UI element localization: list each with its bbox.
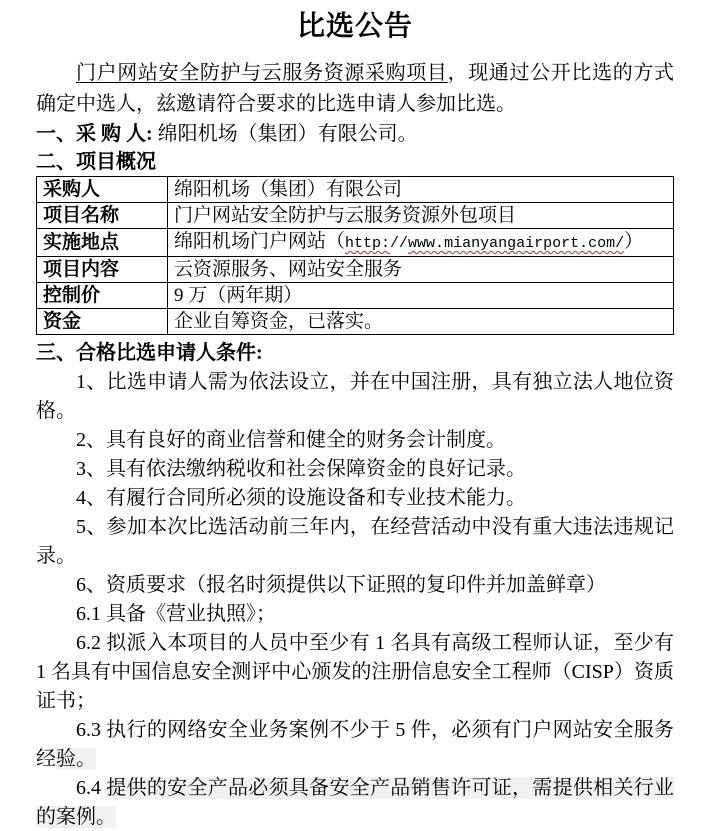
- condition-6-4-number: 6.4: [76, 777, 107, 799]
- section-1-label: 一、采 购 人:: [36, 123, 153, 145]
- table-row-funds: [37, 309, 674, 335]
- row-label: 采购人: [37, 177, 168, 203]
- row-label: 资金: [37, 309, 168, 335]
- table-row-control-price: [37, 283, 674, 309]
- table-row-location: [37, 229, 674, 257]
- condition-1: 1、比选申请人需为依法设立，并在中国注册，具有独立法人地位资格。: [36, 371, 674, 422]
- location-prefix: 绵阳机场门户网站（: [174, 231, 346, 252]
- condition-6: 6、资质要求（报名时须提供以下证照的复印件并加盖鲜章）: [76, 574, 606, 596]
- condition-3: 3、具有依法缴纳税收和社会保障资金的良好记录。: [76, 458, 526, 480]
- condition-6-1: 6.1 具备《营业执照》；: [76, 603, 276, 625]
- condition-6-4-highlighted: 提供的安全产品必须具备安全产品销售许可证，需提供相关行业的案例。: [36, 777, 675, 828]
- project-overview-table: [36, 176, 674, 335]
- purchaser-name: 绵阳机场（集团）有限公司。: [152, 123, 418, 145]
- row-value: 绵阳机场（集团）有限公司: [168, 177, 674, 203]
- section-1-heading: [36, 120, 674, 148]
- project-name-underlined: 门户网站安全防护与云服务资源采购项目: [76, 62, 448, 84]
- row-value: [168, 229, 674, 257]
- url-scheme: http:: [345, 235, 391, 252]
- intro-paragraph: [36, 58, 674, 120]
- section-3-heading: [36, 339, 674, 368]
- table-row-purchaser: [37, 177, 674, 203]
- condition-5: 5、参加本次比选活动前三年内，在经营活动中没有重大违法违规记录。: [36, 516, 674, 567]
- row-label: 控制价: [37, 283, 168, 309]
- condition-6-3-highlighted: 验。: [56, 748, 96, 770]
- condition-6-3: [36, 716, 674, 774]
- condition-6-3-text: 6.3 执行的网络安全业务案例不少于 5 件，必须有门户网站安全服务经: [36, 719, 674, 770]
- url-slashes: //: [390, 235, 409, 252]
- row-value: 9 万（两年期）: [168, 283, 674, 309]
- row-value: 云资源服务、网站安全服务: [168, 257, 674, 283]
- table-row-project-name: [37, 203, 674, 229]
- row-label: 项目名称: [37, 203, 168, 229]
- document-title: 比选公告: [296, 11, 413, 42]
- condition-4: 4、有履行合同所必须的设施设备和专业技术能力。: [76, 487, 526, 509]
- condition-6-2: 6.2 拟派入本项目的人员中至少有 1 名具有高级工程师认证，至少有 1 名具有中国信息安全测评中心颁发的注册信息安全工程师（CISP）资质证书；: [36, 632, 674, 712]
- section-3-label: 三、合格比选申请人条件:: [36, 342, 263, 364]
- section-2-label: 二、项目概况: [36, 151, 156, 173]
- url-domain: mianyangairport.com/: [444, 235, 625, 252]
- section-2-heading: [36, 148, 674, 176]
- table-row-content: [37, 257, 674, 283]
- condition-6-4: [36, 774, 674, 831]
- url-www: www.: [408, 235, 445, 252]
- intro-rest-text: ，现通过公开比选的方式确定中选人，兹邀请符合要求的比选申请人参加比选。: [36, 62, 675, 115]
- row-value: 企业自筹资金，已落实。: [168, 309, 674, 335]
- row-label: 项目内容: [37, 257, 168, 283]
- condition-2: 2、具有良好的商业信誉和健全的财务会计制度。: [76, 429, 506, 451]
- location-suffix: ）: [624, 231, 644, 252]
- row-label: 实施地点: [37, 229, 168, 257]
- row-value: 门户网站安全防护与云服务资源外包项目: [168, 203, 674, 229]
